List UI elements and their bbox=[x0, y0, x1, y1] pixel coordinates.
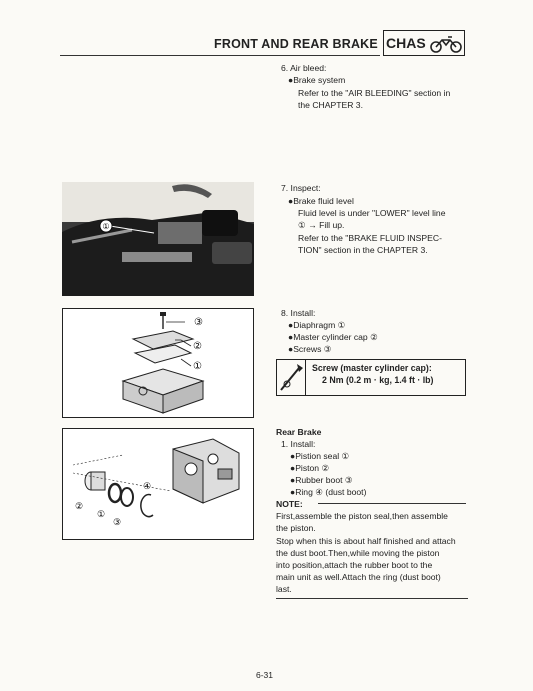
rear-caliper-figure bbox=[62, 428, 254, 540]
page-title: FRONT AND REAR BRAKE bbox=[214, 37, 378, 51]
section-code: CHAS bbox=[386, 35, 426, 51]
master-cylinder-drawing bbox=[63, 309, 253, 417]
step7-line4: TION" section in the CHAPTER 3. bbox=[298, 245, 428, 255]
note-line-6: main unit as well.Attach the ring (dust boot) bbox=[276, 572, 441, 582]
note-line-1: First,assemble the piston seal,then assemble bbox=[276, 511, 448, 521]
mc-callout-2: ② bbox=[193, 341, 202, 352]
mc-callout-1: ① bbox=[193, 361, 202, 372]
step8-item-1: ●Diaphragm ① bbox=[288, 320, 346, 330]
torque-value: 2 Nm (0.2 m · kg, 1.4 ft · lb) bbox=[322, 375, 434, 385]
brake-fluid-photo bbox=[62, 182, 254, 296]
photo-illustration bbox=[62, 182, 254, 296]
note-line-7: last. bbox=[276, 584, 292, 594]
note-line-3: Stop when this is about half finished and attach bbox=[276, 536, 456, 546]
step7-line1: Fluid level is under "LOWER" level line bbox=[298, 208, 446, 218]
step6-bullet: ●Brake system bbox=[288, 75, 346, 85]
note-line-2: the piston. bbox=[276, 523, 316, 533]
photo-callout: ① bbox=[102, 222, 110, 231]
rear-brake-item-2: ●Piston ② bbox=[290, 463, 330, 473]
rc-callout-4: ④ bbox=[143, 481, 152, 491]
step8-item-2: ●Master cylinder cap ② bbox=[288, 332, 378, 342]
rear-caliper-drawing bbox=[63, 429, 253, 539]
note-line-5: into position,attach the rubber boot to the bbox=[276, 560, 433, 570]
step6-line2: the CHAPTER 3. bbox=[298, 100, 363, 110]
torque-wrench-icon bbox=[277, 360, 306, 395]
motorcycle-icon bbox=[430, 33, 462, 53]
note-rule bbox=[318, 503, 466, 504]
step8-item-3: ●Screws ③ bbox=[288, 344, 332, 354]
rear-brake-heading: Rear Brake bbox=[276, 427, 322, 437]
rear-brake-item-4: ●Ring ④ (dust boot) bbox=[290, 487, 367, 497]
page-number: 6-31 bbox=[256, 670, 274, 680]
rear-brake-item-3: ●Rubber boot ③ bbox=[290, 475, 353, 485]
rc-callout-1: ① bbox=[97, 509, 106, 519]
note-line-4: the dust boot.Then,while moving the piston bbox=[276, 548, 440, 558]
step7-line3: Refer to the "BRAKE FLUID INSPEC- bbox=[298, 233, 442, 243]
step7-line2: ① → Fill up. bbox=[298, 220, 345, 230]
step6-title: 6. Air bleed: bbox=[281, 63, 327, 73]
note-label: NOTE: bbox=[276, 499, 303, 509]
step7-bullet: ●Brake fluid level bbox=[288, 196, 354, 206]
rear-brake-step: 1. Install: bbox=[281, 439, 316, 449]
mc-callout-3: ③ bbox=[194, 317, 203, 328]
step6-line1: Refer to the "AIR BLEEDING" section in bbox=[298, 88, 451, 98]
step8-title: 8. Install: bbox=[281, 308, 316, 318]
torque-label: Screw (master cylinder cap): bbox=[312, 363, 432, 373]
master-cylinder-figure bbox=[62, 308, 254, 418]
note-end-rule bbox=[276, 598, 468, 599]
rc-callout-3: ③ bbox=[113, 517, 122, 527]
step7-title: 7. Inspect: bbox=[281, 183, 321, 193]
rc-callout-2: ② bbox=[75, 501, 84, 511]
header-rule bbox=[60, 55, 380, 56]
rear-brake-item-1: ●Pistion seal ① bbox=[290, 451, 350, 461]
